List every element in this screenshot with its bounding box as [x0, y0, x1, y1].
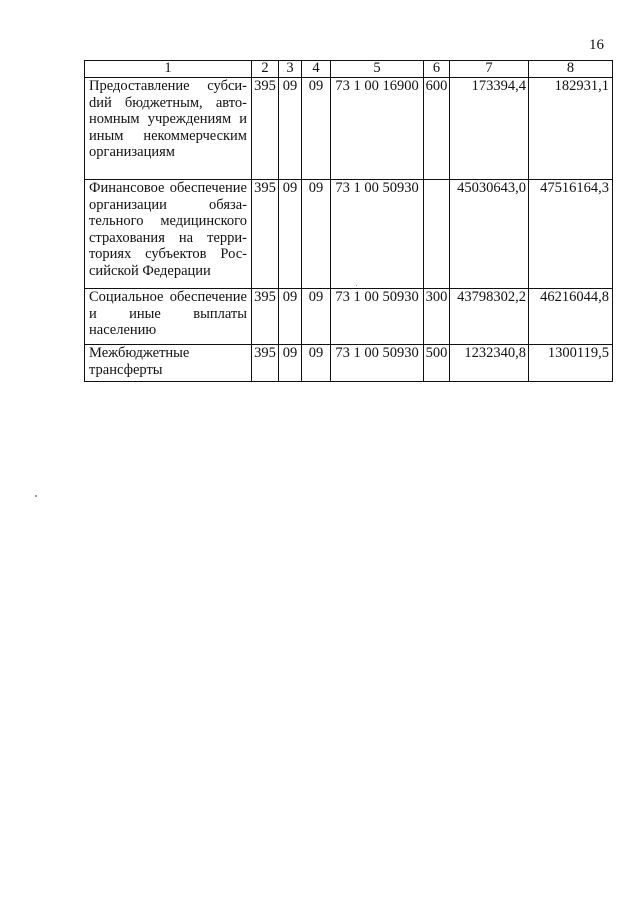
cell-amount-year-1: 173394,4	[450, 78, 529, 180]
table-row	[85, 289, 613, 345]
cell-subsection: 09	[302, 78, 331, 180]
cell-amount-year-1: 45030643,0	[450, 180, 529, 289]
table-row	[85, 180, 613, 289]
column-header: 2	[252, 61, 279, 78]
row-name: Межбюджетные трансферты	[85, 345, 252, 382]
scan-speck	[35, 495, 37, 497]
cell-section: 09	[279, 289, 302, 345]
table-row	[85, 345, 613, 382]
cell-target-article: 73 1 00 50930	[331, 345, 424, 382]
cell-ministry-code: 395	[252, 78, 279, 180]
cell-amount-year-2: 1300119,5	[529, 345, 613, 382]
cell-section: 09	[279, 345, 302, 382]
cell-ministry-code: 395	[252, 345, 279, 382]
cell-expense-type	[424, 180, 450, 289]
cell-amount-year-2: 182931,1	[529, 78, 613, 180]
cell-target-article: 73 1 00 50930	[331, 289, 424, 345]
cell-expense-type: 600	[424, 78, 450, 180]
table-row	[85, 78, 613, 180]
column-header: 5	[331, 61, 424, 78]
cell-amount-year-1: 1232340,8	[450, 345, 529, 382]
cell-target-article: 73 1 00 50930	[331, 180, 424, 289]
row-name: Финансовое обеспечение организации обязательного медицинского страхования на территориях субъектов Российской Федерации	[85, 180, 252, 289]
column-header: 1	[85, 61, 252, 78]
column-header: 4	[302, 61, 331, 78]
cell-expense-type: 500	[424, 345, 450, 382]
row-name: Социальное обеспечение и иные выплаты населению	[85, 289, 252, 345]
column-header: 7	[450, 61, 529, 78]
cell-subsection: 09	[302, 180, 331, 289]
column-header: 3	[279, 61, 302, 78]
cell-subsection: 09	[302, 289, 331, 345]
cell-section: 09	[279, 180, 302, 289]
cell-amount-year-2: 46216044,8	[529, 289, 613, 345]
budget-table	[84, 60, 613, 382]
cell-target-article: 73 1 00 16900	[331, 78, 424, 180]
page-number: 16	[589, 37, 604, 53]
row-name: Предоставление субсиdий бюджетным, автономным учреждениям и иным некоммерческим организациям	[85, 78, 252, 180]
column-header: 8	[529, 61, 613, 78]
cell-ministry-code: 395	[252, 289, 279, 345]
cell-section: 09	[279, 78, 302, 180]
cell-expense-type: 300	[424, 289, 450, 345]
table-header-row	[85, 61, 613, 78]
column-header: 6	[424, 61, 450, 78]
cell-amount-year-2: 47516164,3	[529, 180, 613, 289]
cell-ministry-code: 395	[252, 180, 279, 289]
cell-amount-year-1: 43798302,2	[450, 289, 529, 345]
cell-subsection: 09	[302, 345, 331, 382]
scan-speck	[356, 285, 357, 286]
